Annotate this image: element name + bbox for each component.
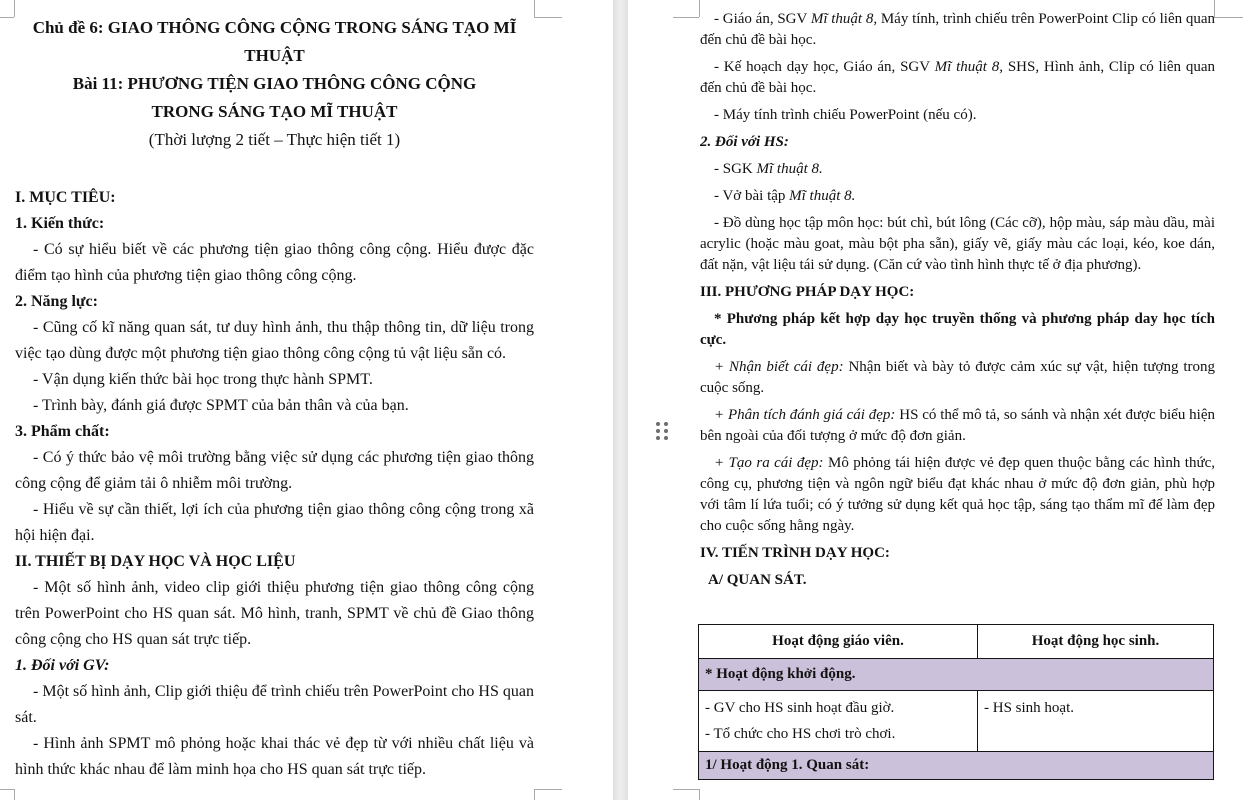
crop-mark [0, 17, 14, 18]
paragraph: - Hiểu về sự cần thiết, lợi ích của phương tiện giao thông công cộng trong xã hội hiện đại. [15, 501, 534, 544]
left-page-content [15, 14, 534, 783]
paragraph: - Kế hoạch dạy học, Giáo án, SGV Mĩ thuật 8, SHS, Hình ảnh, Clip có liên quan đến chủ đề bài học. [700, 59, 1215, 96]
crop-mark [534, 789, 562, 790]
paragraph: - Một số hình ảnh, Clip giới thiệu để trình chiếu trên PowerPoint cho HS quan sát. [15, 683, 534, 726]
paragraph: I. MỤC TIÊU: [15, 189, 116, 206]
paragraph: - Giáo án, SGV Mĩ thuật 8, Máy tính, trình chiếu trên PowerPoint Clip có liên quan đến chủ đề bài học. [700, 11, 1215, 48]
paragraph: IV. TIẾN TRÌNH DẠY HỌC: [700, 545, 890, 561]
paragraph: II. THIẾT BỊ DẠY HỌC VÀ HỌC LIỆU [15, 553, 296, 570]
activity-table [698, 624, 1214, 780]
paragraph: - Vở bài tập Mĩ thuật 8. [714, 188, 856, 204]
section-row-cell: 1/ Hoạt động 1. Quan sát: [699, 752, 1214, 780]
paragraph: - SGK Mĩ thuật 8. [714, 161, 823, 177]
paragraph: - Một số hình ảnh, video clip giới thiệu phương tiện giao thông công cộng trên PowerPoint cho HS quan sát. Mô hình, tranh, SPMT về chủ đề Giao thông công cộng cho HS quan sát trực tiếp. [15, 579, 534, 648]
activity-table-body [699, 659, 1214, 780]
title-line: Chủ đề 6: GIAO THÔNG CÔNG CỘNG TRONG SÁNG TẠO MĨ THUẬT [32, 18, 517, 65]
title-line: TRONG SÁNG TẠO MĨ THUẬT [151, 102, 398, 121]
document-title [15, 14, 534, 154]
paragraph: 3. Phẩm chất: [15, 423, 110, 440]
paragraph: - Máy tính trình chiếu PowerPoint (nếu có). [714, 107, 977, 123]
paragraph: - Vận dụng kiến thức bài học trong thực hành SPMT. [33, 371, 373, 388]
table-row [699, 659, 1214, 691]
paragraph: + Tạo ra cái đẹp: Mô phỏng tái hiện được vẻ đẹp quen thuộc bằng các hình thức, công cụ, phương tiện và ngôn ngữ biểu đạt khác nhau ở mức độ đơn giản, phù hợp với tâm lí lứa tuổi; có ý tưởng sử dụng kết quả học tập, sáng tạo thẩm mĩ để làm đẹp cho cuộc sống hằng ngày. [700, 455, 1215, 534]
title-line: (Thời lượng 2 tiết – Thực hiện tiết 1) [148, 130, 401, 149]
right-body-text [700, 9, 1215, 619]
paragraph: 2. Năng lực: [15, 293, 98, 310]
crop-mark [534, 789, 535, 800]
paragraph: III. PHƯƠNG PHÁP DẠY HỌC: [700, 284, 915, 300]
crop-mark [534, 0, 535, 17]
table-row [699, 752, 1214, 780]
section-row-cell: * Hoạt động khởi động. [699, 659, 1214, 691]
paragraph: - Có sự hiểu biết về các phương tiện giao thông công cộng. Hiểu được đặc điểm tạo hình của phương tiện giao thông công cộng. [15, 241, 534, 284]
crop-mark [14, 789, 15, 800]
paragraph: + Nhận biết cái đẹp: Nhận biết và bày tỏ được cảm xúc sự vật, hiện tượng trong cuộc sống. [700, 359, 1215, 396]
teacher-activity-cell: - GV cho HS sinh hoạt đầu giờ. - Tổ chức cho HS chơi trò chơi. [699, 691, 978, 752]
title-line: Bài 11: PHƯƠNG TIỆN GIAO THÔNG CÔNG CỘNG [72, 74, 477, 93]
paragraph: 1. Đối với GV: [15, 657, 110, 674]
paragraph: A/ QUAN SÁT. [708, 572, 807, 588]
paragraph: + Phân tích đánh giá cái đẹp: HS có thể mô tả, so sánh và nhận xét được biểu hiện bên ngoài của đối tượng ở mức độ đơn giản. [700, 407, 1215, 444]
table-header-teacher: Hoạt động giáo viên. [699, 625, 978, 659]
paragraph: 2. Đối với HS: [700, 134, 789, 150]
paragraph: 1. Kiến thức: [15, 215, 105, 232]
crop-mark [673, 789, 699, 790]
crop-mark [534, 17, 562, 18]
table-row [699, 691, 1214, 752]
paragraph: - Trình bày, đánh giá được SPMT của bản thân và của bạn. [33, 397, 409, 414]
table-header-student: Hoạt động học sinh. [978, 625, 1214, 659]
page-right[interactable] [628, 0, 1246, 800]
student-activity-cell: - HS sinh hoạt. [978, 691, 1214, 752]
paragraph: - Có ý thức bảo vệ môi trường bằng việc sử dụng các phương tiện giao thông công cộng để giảm tải ô nhiễm môi trường. [15, 449, 534, 492]
crop-mark [1214, 17, 1243, 18]
crop-mark [0, 789, 14, 790]
page-gap [613, 0, 628, 800]
left-body-text [15, 185, 534, 783]
paragraph: - Đồ dùng học tập môn học: bút chì, bút lông (Các cỡ), hộp màu, sáp màu dầu, mài acrylic (hoặc màu goat, màu bột pha sẵn), giấy vẽ, giấy màu các loại, kéo, koe dán, đất nặn, vật liệu tái sử dụng. (Căn cứ vào tình hình thực tế ở địa phương). [700, 215, 1215, 273]
crop-mark [699, 789, 700, 800]
page-left[interactable] [0, 0, 613, 800]
paragraph: * Phương pháp kết hợp dạy học truyền thống và phương pháp day học tích cực. [700, 311, 1215, 348]
paragraph: - Hình ảnh SPMT mô phỏng hoặc khai thác vẻ đẹp từ với nhiều chất liệu và hình thức khác nhau để làm minh họa cho HS quan sát trực tiếp. [15, 735, 534, 778]
crop-mark [673, 17, 699, 18]
table-header-row [699, 625, 1214, 659]
drag-handle-icon[interactable] [656, 422, 669, 444]
paragraph: - Cũng cố kĩ năng quan sát, tư duy hình ảnh, thu thập thông tin, dữ liệu trong việc tạo dùng được một phương tiện giao thông công cộng tủ vật liệu sẵn có. [15, 319, 534, 362]
